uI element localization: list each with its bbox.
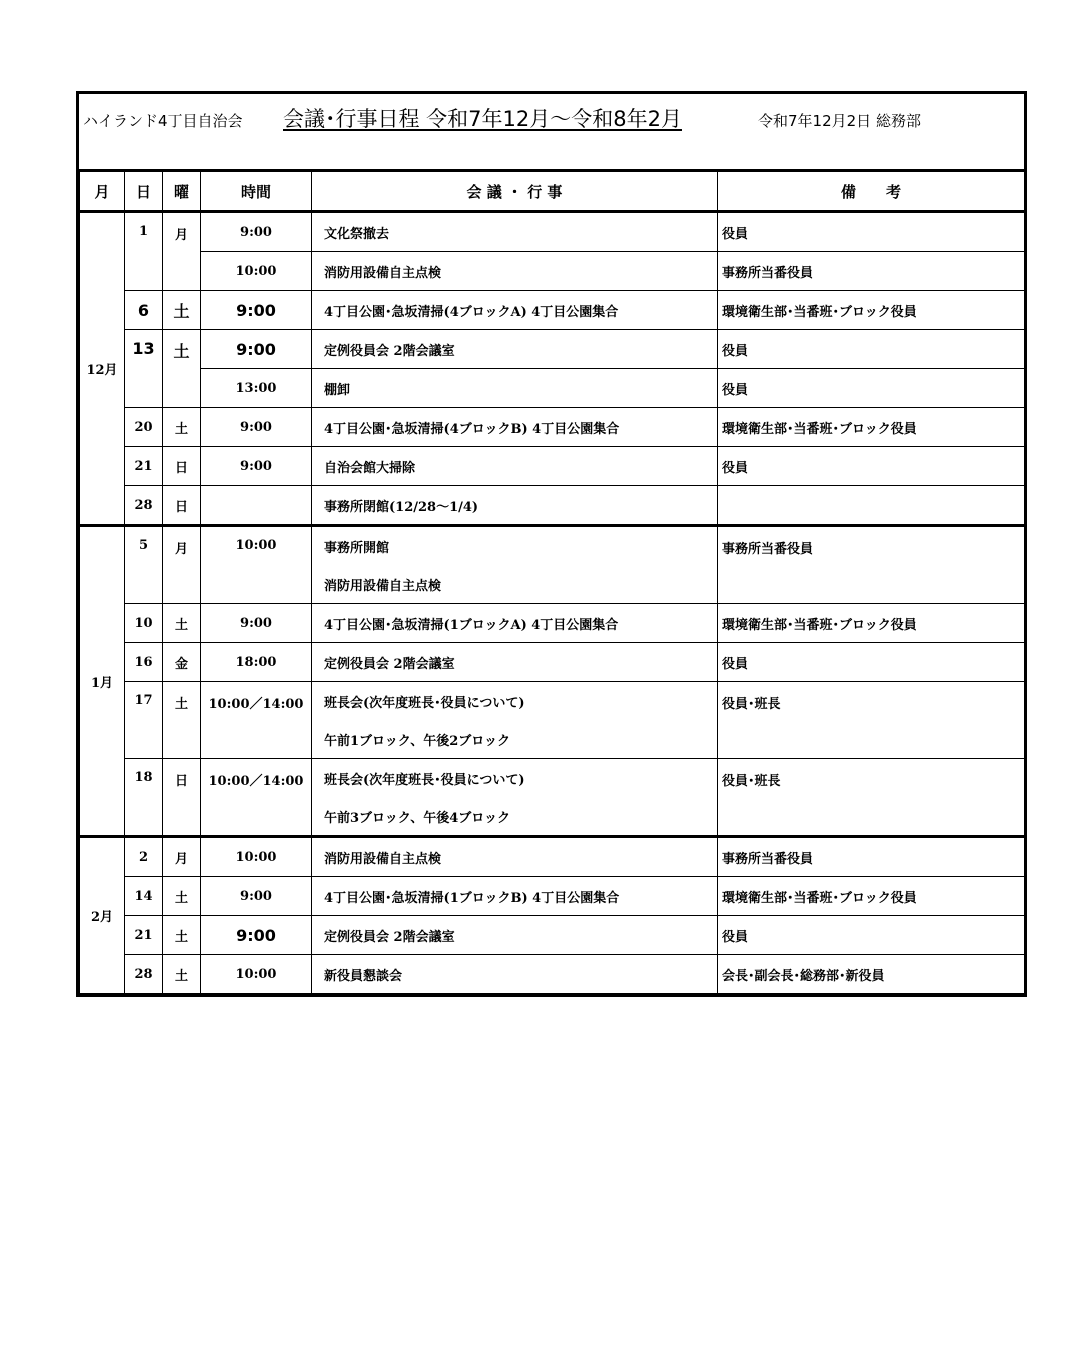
event-cell: 棚卸 <box>312 369 718 408</box>
table-row <box>80 212 1025 252</box>
time-cell: 9:00 <box>201 877 312 916</box>
event-cell-line2: 午前1ブロック、午後2ブロック <box>312 720 718 759</box>
month-label: 2月 <box>80 837 125 994</box>
month-label: 12月 <box>80 212 125 526</box>
day-cell: 21 <box>125 447 163 486</box>
day-cell: 28 <box>125 486 163 526</box>
day-cell: 2 <box>125 837 163 877</box>
time-cell: 9:00 <box>201 291 312 330</box>
table-row <box>80 955 1025 994</box>
col-day: 日 <box>125 172 163 212</box>
col-note: 備 考 <box>718 172 1025 212</box>
col-weekday: 曜 <box>163 172 201 212</box>
table-row <box>80 916 1025 955</box>
page-title: 会議･行事日程 令和7年12月～令和8年2月 <box>283 107 682 131</box>
time-cell: 9:00 <box>201 408 312 447</box>
day-cell: 10 <box>125 604 163 643</box>
title-bar <box>79 94 1024 171</box>
time-cell: 10:00／14:00 <box>201 682 312 759</box>
time-cell: 9:00 <box>201 916 312 955</box>
organization-name: ハイランド4丁目自治会 <box>83 112 243 130</box>
month-label: 1月 <box>80 526 125 837</box>
day-cell: 17 <box>125 682 163 759</box>
event-cell: 消防用設備自主点検 <box>312 252 718 291</box>
weekday-cell: 月 <box>163 212 201 291</box>
day-cell: 21 <box>125 916 163 955</box>
table-row <box>80 759 1025 798</box>
time-cell: 10:00 <box>201 837 312 877</box>
event-cell: 班長会(次年度班長･役員について) <box>312 682 718 721</box>
time-cell: 9:00 <box>201 604 312 643</box>
time-cell: 9:00 <box>201 330 312 369</box>
table-row <box>80 877 1025 916</box>
note-cell: 環境衛生部･当番班･ブロック役員 <box>718 408 1025 447</box>
note-cell: 役員 <box>718 212 1025 252</box>
event-cell: 4丁目公園･急坂清掃(4ブロックB) 4丁目公園集合 <box>312 408 718 447</box>
month-group-jan <box>80 526 1025 837</box>
note-cell: 役員 <box>718 369 1025 408</box>
weekday-cell: 土 <box>163 682 201 759</box>
issue-date: 令和7年12月2日 総務部 <box>758 112 921 130</box>
event-cell: 事務所閉館(12/28～1/4) <box>312 486 718 526</box>
table-row <box>80 408 1025 447</box>
col-time: 時間 <box>201 172 312 212</box>
event-cell: 班長会(次年度班長･役員について) <box>312 759 718 798</box>
weekday-cell: 土 <box>163 330 201 408</box>
weekday-cell: 土 <box>163 955 201 994</box>
day-cell: 6 <box>125 291 163 330</box>
event-cell-line2: 午前3ブロック、午後4ブロック <box>312 797 718 837</box>
event-cell: 定例役員会 2階会議室 <box>312 643 718 682</box>
table-row <box>80 643 1025 682</box>
table-row <box>80 330 1025 369</box>
day-cell: 13 <box>125 330 163 408</box>
weekday-cell: 土 <box>163 916 201 955</box>
event-cell-line2: 消防用設備自主点検 <box>312 565 718 604</box>
event-cell: 事務所開館 <box>312 526 718 566</box>
day-cell: 18 <box>125 759 163 837</box>
table-row <box>80 604 1025 643</box>
event-cell: 新役員懇談会 <box>312 955 718 994</box>
header-row <box>80 172 1025 212</box>
weekday-cell: 月 <box>163 526 201 604</box>
note-cell: 事務所当番役員 <box>718 837 1025 877</box>
time-cell <box>201 486 312 526</box>
time-cell: 10:00／14:00 <box>201 759 312 837</box>
table-row <box>80 291 1025 330</box>
note-cell: 役員 <box>718 447 1025 486</box>
note-cell: 役員･班長 <box>718 682 1025 759</box>
note-cell: 役員 <box>718 916 1025 955</box>
time-cell: 13:00 <box>201 369 312 408</box>
day-cell: 28 <box>125 955 163 994</box>
note-cell <box>718 486 1025 526</box>
day-cell: 20 <box>125 408 163 447</box>
weekday-cell: 日 <box>163 759 201 837</box>
event-cell: 文化祭撤去 <box>312 212 718 252</box>
time-cell: 9:00 <box>201 212 312 252</box>
note-cell: 環境衛生部･当番班･ブロック役員 <box>718 604 1025 643</box>
time-cell: 9:00 <box>201 447 312 486</box>
note-cell: 役員 <box>718 330 1025 369</box>
day-cell: 5 <box>125 526 163 604</box>
time-cell: 10:00 <box>201 526 312 604</box>
note-cell: 事務所当番役員 <box>718 252 1025 291</box>
table-row <box>80 526 1025 566</box>
month-group-dec <box>80 212 1025 526</box>
day-cell: 16 <box>125 643 163 682</box>
table-row <box>80 837 1025 877</box>
note-cell: 事務所当番役員 <box>718 526 1025 604</box>
col-event: 会 議 ・ 行 事 <box>312 172 718 212</box>
note-cell: 役員･班長 <box>718 759 1025 837</box>
table-row <box>80 486 1025 526</box>
note-cell: 役員 <box>718 643 1025 682</box>
time-cell: 10:00 <box>201 955 312 994</box>
note-cell: 会長･副会長･総務部･新役員 <box>718 955 1025 994</box>
schedule-table <box>79 171 1025 994</box>
col-month: 月 <box>80 172 125 212</box>
table-row <box>80 252 1025 291</box>
weekday-cell: 月 <box>163 837 201 877</box>
event-cell: 消防用設備自主点検 <box>312 837 718 877</box>
event-cell: 4丁目公園･急坂清掃(1ブロックB) 4丁目公園集合 <box>312 877 718 916</box>
table-row <box>80 369 1025 408</box>
weekday-cell: 日 <box>163 447 201 486</box>
table-row <box>80 682 1025 721</box>
weekday-cell: 土 <box>163 291 201 330</box>
event-cell: 4丁目公園･急坂清掃(4ブロックA) 4丁目公園集合 <box>312 291 718 330</box>
schedule-sheet <box>76 91 1027 997</box>
weekday-cell: 土 <box>163 877 201 916</box>
time-cell: 10:00 <box>201 252 312 291</box>
note-cell: 環境衛生部･当番班･ブロック役員 <box>718 291 1025 330</box>
event-cell: 定例役員会 2階会議室 <box>312 330 718 369</box>
time-cell: 18:00 <box>201 643 312 682</box>
weekday-cell: 土 <box>163 604 201 643</box>
weekday-cell: 日 <box>163 486 201 526</box>
day-cell: 1 <box>125 212 163 291</box>
event-cell: 自治会館大掃除 <box>312 447 718 486</box>
weekday-cell: 土 <box>163 408 201 447</box>
note-cell: 環境衛生部･当番班･ブロック役員 <box>718 877 1025 916</box>
day-cell: 14 <box>125 877 163 916</box>
table-row <box>80 447 1025 486</box>
event-cell: 4丁目公園･急坂清掃(1ブロックA) 4丁目公園集合 <box>312 604 718 643</box>
weekday-cell: 金 <box>163 643 201 682</box>
month-group-feb <box>80 837 1025 994</box>
event-cell: 定例役員会 2階会議室 <box>312 916 718 955</box>
